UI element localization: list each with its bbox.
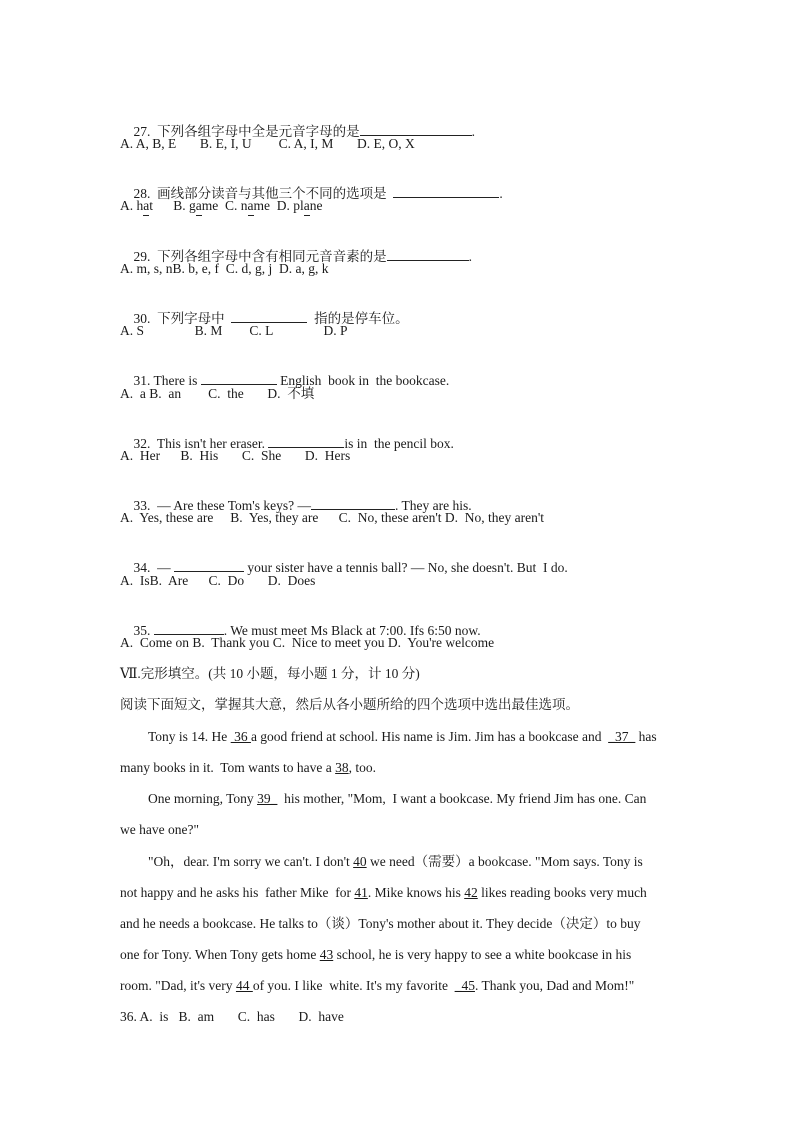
passage-text: of you. I like white. It's my favorite (252, 978, 455, 993)
passage-line-1 (148, 728, 657, 746)
q27-blank (360, 122, 472, 136)
q34-stem: 34. — (133, 560, 174, 575)
q30-blank (231, 309, 307, 323)
q30-stem: 30. 下列字母中 (133, 311, 232, 326)
q28-d-underlined: a (304, 197, 310, 216)
blank-39: 39_ (257, 791, 278, 806)
passage-text: school, he is very happy to see a white bookcase in his (333, 947, 632, 962)
q31-stem-end: English book in the bookcase. (276, 373, 450, 388)
passage-text: . Mike knows his (367, 885, 465, 900)
passage-line-4: we have one?" (120, 822, 199, 837)
passage-text: One morning, Tony (148, 791, 258, 806)
q28-options (120, 197, 323, 216)
passage-text: has (635, 729, 657, 744)
passage-line-5 (148, 853, 643, 871)
q32-options: A. Her B. His C. She D. Hers (120, 448, 351, 463)
q31-options: A. a B. an C. the D. 不填 (120, 386, 315, 401)
blank-36: 36 (230, 729, 251, 744)
q30-stem-end: 指的是停车位。 (307, 311, 409, 326)
q28-stem: 28. 画线部分读音与其他三个不同的选项是 (133, 186, 394, 201)
q35-options: A. Come on B. Thank you C. Nice to meet you D. You're welcome (120, 635, 495, 650)
passage-text: likes reading books very much (477, 885, 647, 900)
q32-stem-end: is in the pencil box. (344, 436, 454, 451)
q34-blank (174, 558, 244, 572)
q27-options: A. A, B, E B. E, I, U C. A, I, M D. E, O, X (120, 136, 415, 151)
q28-d-suffix: ne (309, 198, 323, 213)
q28-c-underlined: a (248, 197, 254, 216)
q33-options: A. Yes, these are B. Yes, they are C. No, these aren't D. No, they aren't (120, 510, 545, 525)
blank-41: 41 (354, 885, 368, 900)
passage-line-9 (120, 977, 634, 995)
blank-44: 44 (235, 978, 253, 993)
q29-blank (387, 247, 469, 261)
q28-c-prefix: me C. n (201, 198, 248, 213)
passage-line-3 (148, 790, 646, 808)
q29-options: A. m, s, nB. b, e, f C. d, g, j D. a, g, k (120, 261, 329, 276)
passage-text: room. "Dad, it's very (120, 978, 236, 993)
passage-text: we need（需要）a bookcase. "Mom says. Tony is (366, 854, 643, 869)
q28-end: . (499, 186, 503, 201)
passage-text: a good friend at school. His name is Jim. Jim has a bookcase and (250, 729, 609, 744)
q30-options: A. S B. M C. L D. P (120, 323, 348, 338)
blank-38: 38 (335, 760, 349, 775)
section-instruction: 阅读下面短文，掌握其大意，然后从各小题所给的四个选项中选出最佳选项。 (120, 697, 579, 712)
q34-stem-end: your sister have a tennis ball? — No, she doesn't. But I do. (244, 560, 568, 575)
q28-a-underlined: a (143, 197, 149, 216)
blank-37: _37_ (608, 729, 636, 744)
passage-text: . Thank you, Dad and Mom!" (474, 978, 635, 993)
passage-text: many books in it. Tom wants to have a (120, 760, 336, 775)
passage-line-7: and he needs a bookcase. He talks to（谈）Tony's mother about it. They decide（决定）to buy (120, 916, 641, 931)
q35-stem: 35. (133, 623, 154, 638)
q27-end: . (471, 124, 475, 139)
q35-blank (154, 621, 224, 635)
passage-text: "Oh，dear. I'm sorry we can't. I don't (148, 854, 354, 869)
q28-a-prefix: A. h (120, 198, 144, 213)
passage-text: Tony is 14. He (148, 729, 231, 744)
passage-line-2 (120, 759, 376, 777)
q35-stem-end: . We must meet Ms Black at 7:00. Ifs 6:50 now. (223, 623, 481, 638)
blank-42: 42 (464, 885, 478, 900)
q28-d-prefix: me D. pl (253, 198, 304, 213)
q28-b-prefix: t B. g (149, 198, 196, 213)
passage-text: , too. (348, 760, 377, 775)
passage-text: his mother, "Mom, I want a bookcase. My friend Jim has one. Can (277, 791, 647, 806)
q31-blank (201, 371, 277, 385)
q36-options: 36. A. is B. am C. has D. have (120, 1009, 344, 1024)
q33-blank (311, 496, 395, 510)
passage-line-8 (120, 946, 631, 964)
blank-43: 43 (319, 947, 334, 962)
q29-end: . (468, 249, 472, 264)
q28-blank (393, 184, 499, 198)
q27-stem: 27. 下列各组字母中全是元音字母的是 (133, 124, 360, 139)
passage-text: one for Tony. When Tony gets home (120, 947, 320, 962)
section-title: Ⅶ.完形填空。(共 10 小题，每小题 1 分，计 10 分) (120, 666, 420, 681)
q31-stem: 31. There is (133, 373, 201, 388)
q32-blank (268, 434, 344, 448)
q29-stem: 29. 下列各组字母中含有相同元音音素的是 (133, 249, 387, 264)
blank-45: _45 (454, 978, 475, 993)
q34-options: A. IsB. Are C. Do D. Does (120, 573, 316, 588)
q28-b-underlined: a (196, 197, 202, 216)
passage-text: not happy and he asks his father Mike for (120, 885, 355, 900)
passage-line-6 (120, 884, 647, 902)
q33-stem: 33. — Are these Tom's keys? — (133, 498, 311, 513)
blank-40: 40 (353, 854, 367, 869)
q33-stem-end: . They are his. (394, 498, 472, 513)
q32-stem: 32. This isn't her eraser. (133, 436, 269, 451)
